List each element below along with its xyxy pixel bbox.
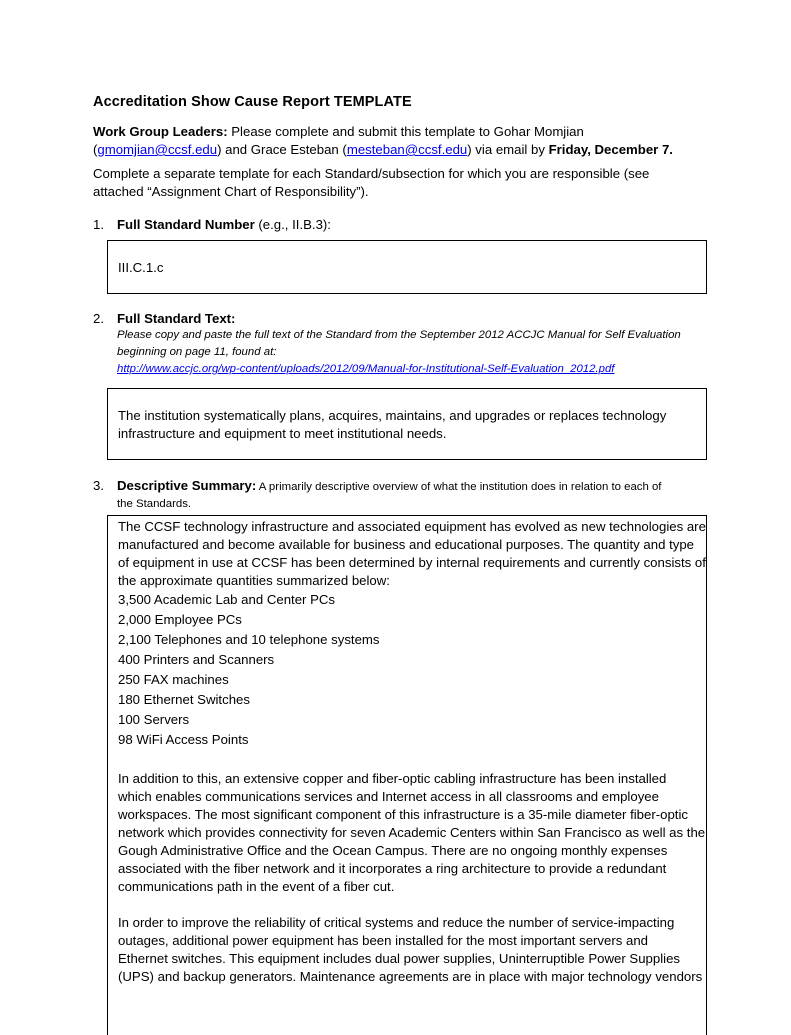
para2-line: In addition to this, an extensive copper and fiber-optic cabling infrastructure has been installed [118,771,667,786]
item-3-label: Descriptive Summary: [117,478,257,493]
email-link-mesteban[interactable]: mesteban@ccsf.edu [346,142,468,157]
equipment-item: 2,100 Telephones and 10 telephone systems [118,632,380,647]
item-3-hint-line-2: the Standards. [117,498,192,510]
standard-number-value: III.C.1.c [118,260,164,275]
intro-line-1 [93,123,733,141]
item-3-hint-line-1: A primarily descriptive overview of what the institution does in relation to each of [256,481,662,493]
equipment-item: 180 Ethernet Switches [118,692,250,707]
para3-line: outages, additional power equipment has been installed for the most important servers and [118,933,649,948]
para1-line: The CCSF technology infrastructure and associated equipment has evolved as new technologies are [118,519,706,534]
email-link-gmomjian[interactable]: gmomjian@ccsf.edu [97,142,218,157]
para3-line: Ethernet switches. This equipment includes dual power supplies, Uninterruptible Power Supplies [118,951,680,966]
item-1-heading [117,216,331,234]
intro-separate [93,165,753,201]
item-3-heading [117,477,717,513]
item-1-label: Full Standard Number [117,217,255,232]
standard-text-line-1: The institution systematically plans, acquires, maintains, and upgrades or replaces technology [118,408,667,423]
separate-line-2: attached “Assignment Chart of Responsibility”). [93,184,369,199]
equipment-item: 98 WiFi Access Points [118,732,249,747]
equipment-item: 400 Printers and Scanners [118,652,275,667]
and-text: ) and Grace Esteban ( [217,142,347,157]
page-title: Accreditation Show Cause Report TEMPLATE [93,94,412,110]
via-text: ) via email by [467,142,549,157]
descriptive-summary-box[interactable] [107,515,707,1035]
leaders-label: Work Group Leaders: [93,124,228,139]
equipment-list [118,590,706,750]
note-line-2: beginning on page 11, found at: [117,346,277,358]
summary-paragraph-2 [118,770,706,896]
item-3-number: 3. [93,478,104,493]
para1-line: the approximate quantities summarized below: [118,573,390,588]
item-1-number: 1. [93,217,104,232]
para2-line: network which provides connectivity for seven Academic Centers within San Francisco as well as the [118,825,706,840]
item-2-label: Full Standard Text: [117,311,236,326]
para1-line: of equipment in use at CCSF has been determined by internal requirements and currently consists of [118,555,706,570]
para2-line: which enables communications services and Internet access in all classrooms and employee [118,789,659,804]
para3-line: In order to improve the reliability of critical systems and reduce the number of service-impacting [118,915,675,930]
accjc-manual-link[interactable]: http://www.accjc.org/wp-content/uploads/2012/09/Manual-for-Institutional-Self-Evaluation_2012.pdf [117,363,615,375]
note-line-1: Please copy and paste the full text of the Standard from the September 2012 ACCJC Manual for Self Evaluation [117,329,681,341]
equipment-item: 100 Servers [118,712,190,727]
deadline: Friday, December 7. [548,142,673,157]
standard-number-box[interactable] [107,240,707,294]
item-2-number: 2. [93,311,104,326]
equipment-item: 2,000 Employee PCs [118,612,242,627]
summary-paragraph-1 [118,518,706,590]
para2-line: associated with the fiber network and it incorporates a ring architecture to provide a redundant [118,861,667,876]
separate-line-1: Complete a separate template for each Standard/subsection for which you are responsible (see [93,166,650,181]
equipment-item: 250 FAX machines [118,672,229,687]
item-2-note [117,327,737,378]
intro-leaders [93,123,733,159]
equipment-item: 3,500 Academic Lab and Center PCs [118,592,335,607]
para2-line: workspaces. The most significant component of this infrastructure is a 35-mile diameter fiber-optic [118,807,688,822]
para2-line: Gough Administrative Office and the Ocean Campus. There are no ongoing monthly expenses [118,843,668,858]
para2-line: communications path in the event of a fiber cut. [118,879,395,894]
paren-open: ( [93,142,98,157]
standard-text-line-2: infrastructure and equipment to meet institutional needs. [118,426,447,441]
para3-line: (UPS) and backup generators. Maintenance agreements are in place with major technology vendors [118,969,703,984]
para1-line: manufactured and become available for business and educational purposes. The quantity and type [118,537,694,552]
intro-line-2 [93,141,733,159]
summary-paragraph-3 [118,914,706,986]
standard-text-box[interactable] [107,388,707,460]
item-1-hint: (e.g., II.B.3): [254,217,331,232]
leaders-text: Please complete and submit this template to Gohar Momjian [227,124,584,139]
